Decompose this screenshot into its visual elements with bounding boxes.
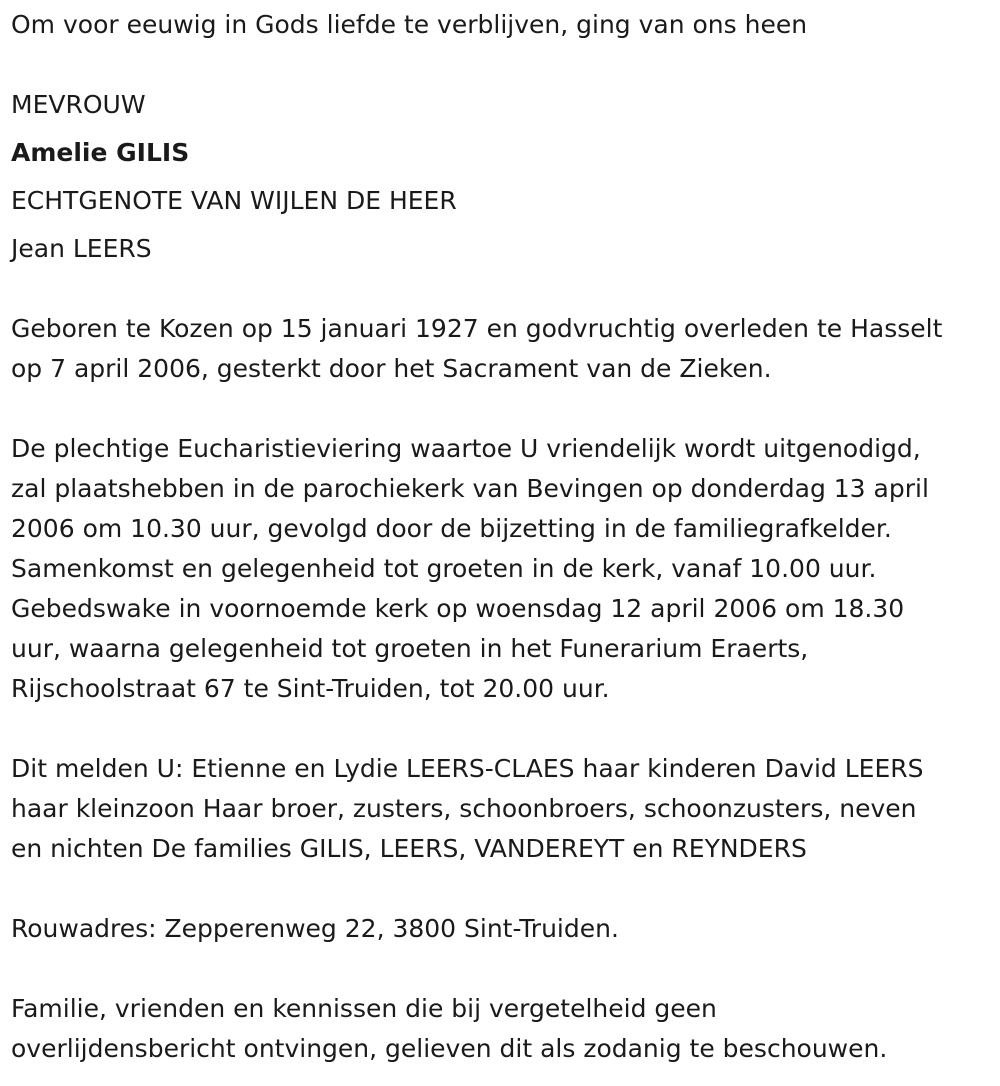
announced-by-line: haar kleinzoon Haar broer, zusters, schoonbroers, schoonzusters, neven bbox=[11, 794, 917, 823]
deceased-title: MEVROUW bbox=[11, 90, 146, 119]
ceremony-line: Samenkomst en gelegenheid tot groeten in de kerk, vanaf 10.00 uur. bbox=[11, 554, 877, 583]
ceremony-line: uur, waarna gelegenheid tot groeten in het Funerarium Eraerts, bbox=[11, 634, 809, 663]
birth-death-line: Geboren te Kozen op 15 januari 1927 en godvruchtig overleden te Hasselt bbox=[11, 314, 943, 343]
birth-death-line: op 7 april 2006, gesterkt door het Sacrament van de Zieken. bbox=[11, 354, 772, 383]
mourning-address: Rouwadres: Zepperenweg 22, 3800 Sint-Truiden. bbox=[11, 914, 619, 943]
ceremony-line: Rijschoolstraat 67 te Sint-Truiden, tot 20.00 uur. bbox=[11, 674, 610, 703]
ceremony-line: 2006 om 10.30 uur, gevolgd door de bijzetting in de familiegrafkelder. bbox=[11, 514, 892, 543]
closing-line: overlijdensbericht ontvingen, gelieven dit als zodanig te beschouwen. bbox=[11, 1034, 888, 1063]
closing-line: Familie, vrienden en kennissen die bij vergetelheid geen bbox=[11, 994, 717, 1023]
deceased-relation: ECHTGENOTE VAN WIJLEN DE HEER bbox=[11, 186, 457, 215]
announced-by-line: en nichten De families GILIS, LEERS, VANDEREYT en REYNDERS bbox=[11, 834, 807, 863]
announced-by-line: Dit melden U: Etienne en Lydie LEERS-CLAES haar kinderen David LEERS bbox=[11, 754, 924, 783]
ceremony-line: Gebedswake in voornoemde kerk op woensdag 12 april 2006 om 18.30 bbox=[11, 594, 905, 623]
ceremony-line: De plechtige Eucharistieviering waartoe U vriendelijk wordt uitgenodigd, bbox=[11, 434, 921, 463]
deceased-name: Amelie GILIS bbox=[11, 138, 190, 167]
ceremony-line: zal plaatshebben in de parochiekerk van Bevingen op donderdag 13 april bbox=[11, 474, 929, 503]
intro-line: Om voor eeuwig in Gods liefde te verblijven, ging van ons heen bbox=[11, 10, 808, 39]
spouse-name: Jean LEERS bbox=[11, 234, 152, 263]
